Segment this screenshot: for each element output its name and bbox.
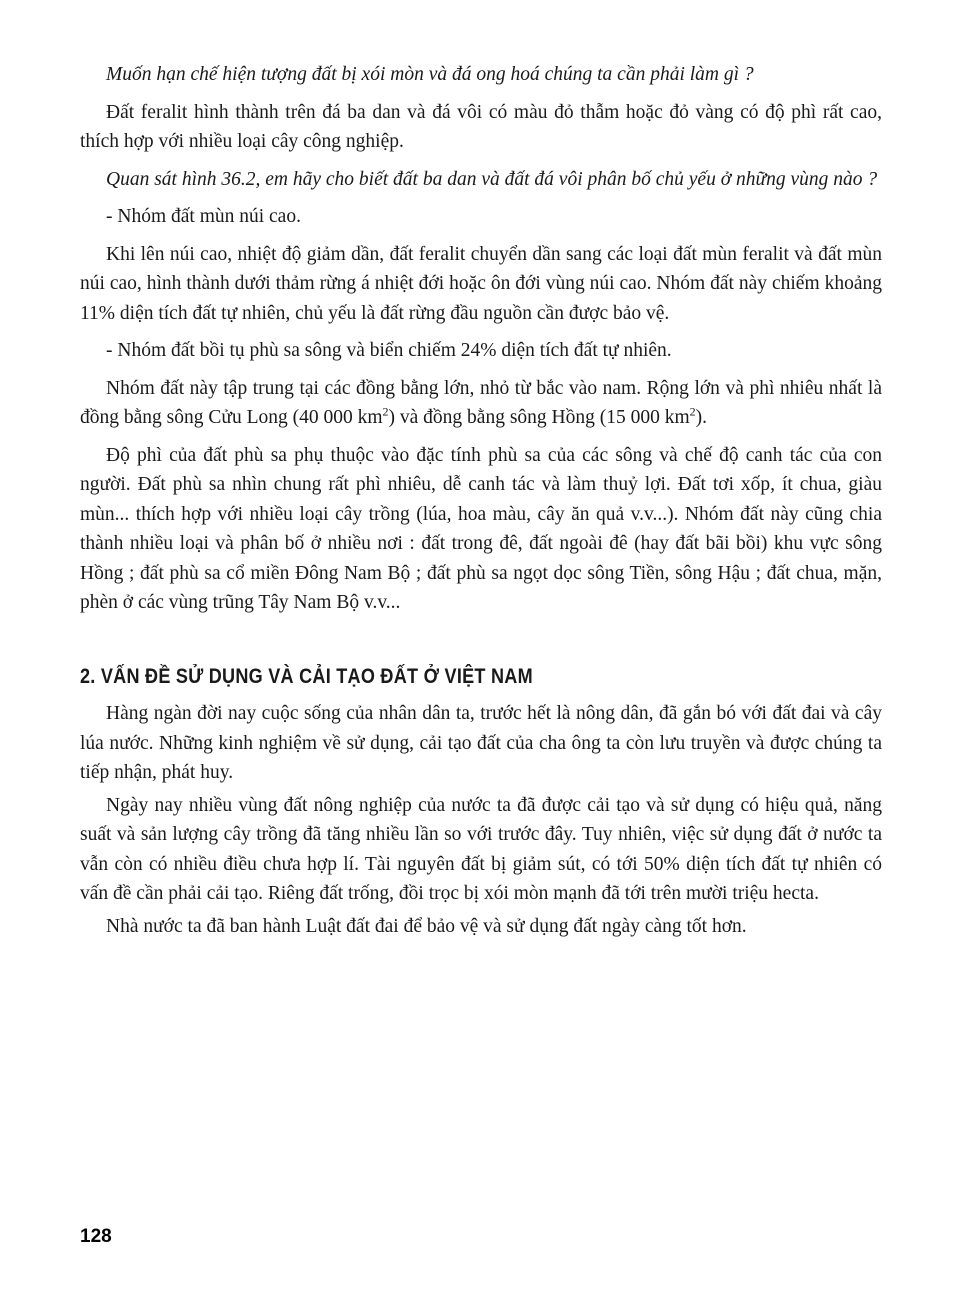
section-heading: 2. VẤN ĐỀ SỬ DỤNG VÀ CẢI TẠO ĐẤT Ở VIỆT NAM: [80, 664, 533, 688]
body-paragraph: Đất feralit hình thành trên đá ba dan và đá vôi có màu đỏ thẫm hoặc đỏ vàng có độ phì rất cao, thích hợp với nhiều loại cây công nghiệp.: [80, 101, 882, 152]
text-run: Nhóm đất này tập trung tại các đồng bằng lớn, nhỏ từ bắc vào nam. Rộng lớn và phì nhiêu nhất là đồng bằng sông Cửu Long (40 000 km: [80, 377, 882, 428]
body-paragraph: Khi lên núi cao, nhiệt độ giảm dần, đất feralit chuyển dần sang các loại đất mùn feralit và đất mùn núi cao, hình thành dưới thảm rừng á nhiệt đới hoặc ôn đới vùng núi cao. Nhóm đất này chiếm khoảng 11% diện tích đất tự nhiên, chủ yếu là đất rừng đầu nguồn cần được bảo vệ.: [80, 243, 882, 324]
body-paragraph: Độ phì của đất phù sa phụ thuộc vào đặc tính phù sa của các sông và chế độ canh tác của con người. Đất phù sa nhìn chung rất phì nhiêu, dễ canh tác và làm thuỷ lợi. Đất tơi xốp, ít chua, giàu mùn... thích hợp với nhiều loại cây trồng (lúa, hoa màu, cây ăn quả v.v...). Nhóm đất này cũng chia thành nhiều loại và phân bố ở nhiều nơi : đất trong đê, đất ngoài đê (hay đất bãi bồi) khu vực sông Hồng ; đất phù sa cổ miền Đông Nam Bộ ; đất phù sa ngọt dọc sông Tiền, sông Hậu ; đất chua, mặn, phèn ở các vùng trũng Tây Nam Bộ v.v...: [80, 444, 882, 613]
body-paragraph: [80, 374, 882, 433]
page-number: 128: [80, 1226, 112, 1247]
superscript: 2: [382, 404, 389, 419]
body-paragraph: Ngày nay nhiều vùng đất nông nghiệp của nước ta đã được cải tạo và sử dụng có hiệu quả, năng suất và sản lượng cây trồng đã tăng nhiều lần so với trước đây. Tuy nhiên, việc sử dụng đất ở nước ta vẫn còn có nhiều điều chưa hợp lí. Tài nguyên đất bị giảm sút, có tới 50% diện tích đất tự nhiên có vấn đề cần phải cải tạo. Riêng đất trống, đồi trọc bị xói mòn mạnh đã tới trên mười triệu hecta.: [80, 794, 882, 904]
text-run: ).: [695, 407, 708, 428]
body-paragraph: Hàng ngàn đời nay cuộc sống của nhân dân ta, trước hết là nông dân, đã gắn bó với đất đai và cây lúa nước. Những kinh nghiệm về sử dụng, cải tạo đất của cha ông ta còn lưu truyền và được chúng ta tiếp nhận, phát huy.: [80, 703, 882, 783]
list-item: - Nhóm đất mùn núi cao.: [106, 206, 301, 227]
question-paragraph: Muốn hạn chế hiện tượng đất bị xói mòn và đá ong hoá chúng ta cần phải làm gì ?: [106, 64, 754, 85]
body-paragraph: Nhà nước ta đã ban hành Luật đất đai để bảo vệ và sử dụng đất ngày càng tốt hơn.: [106, 915, 747, 937]
list-item: - Nhóm đất bồi tụ phù sa sông và biển chiếm 24% diện tích đất tự nhiên.: [106, 340, 672, 361]
text-run: ) và đồng bằng sông Hồng (15 000 km: [388, 407, 690, 428]
superscript: 2: [689, 404, 696, 419]
question-paragraph: Quan sát hình 36.2, em hãy cho biết đất ba dan và đất đá vôi phân bố chủ yếu ở những vùng nào ?: [106, 168, 878, 190]
